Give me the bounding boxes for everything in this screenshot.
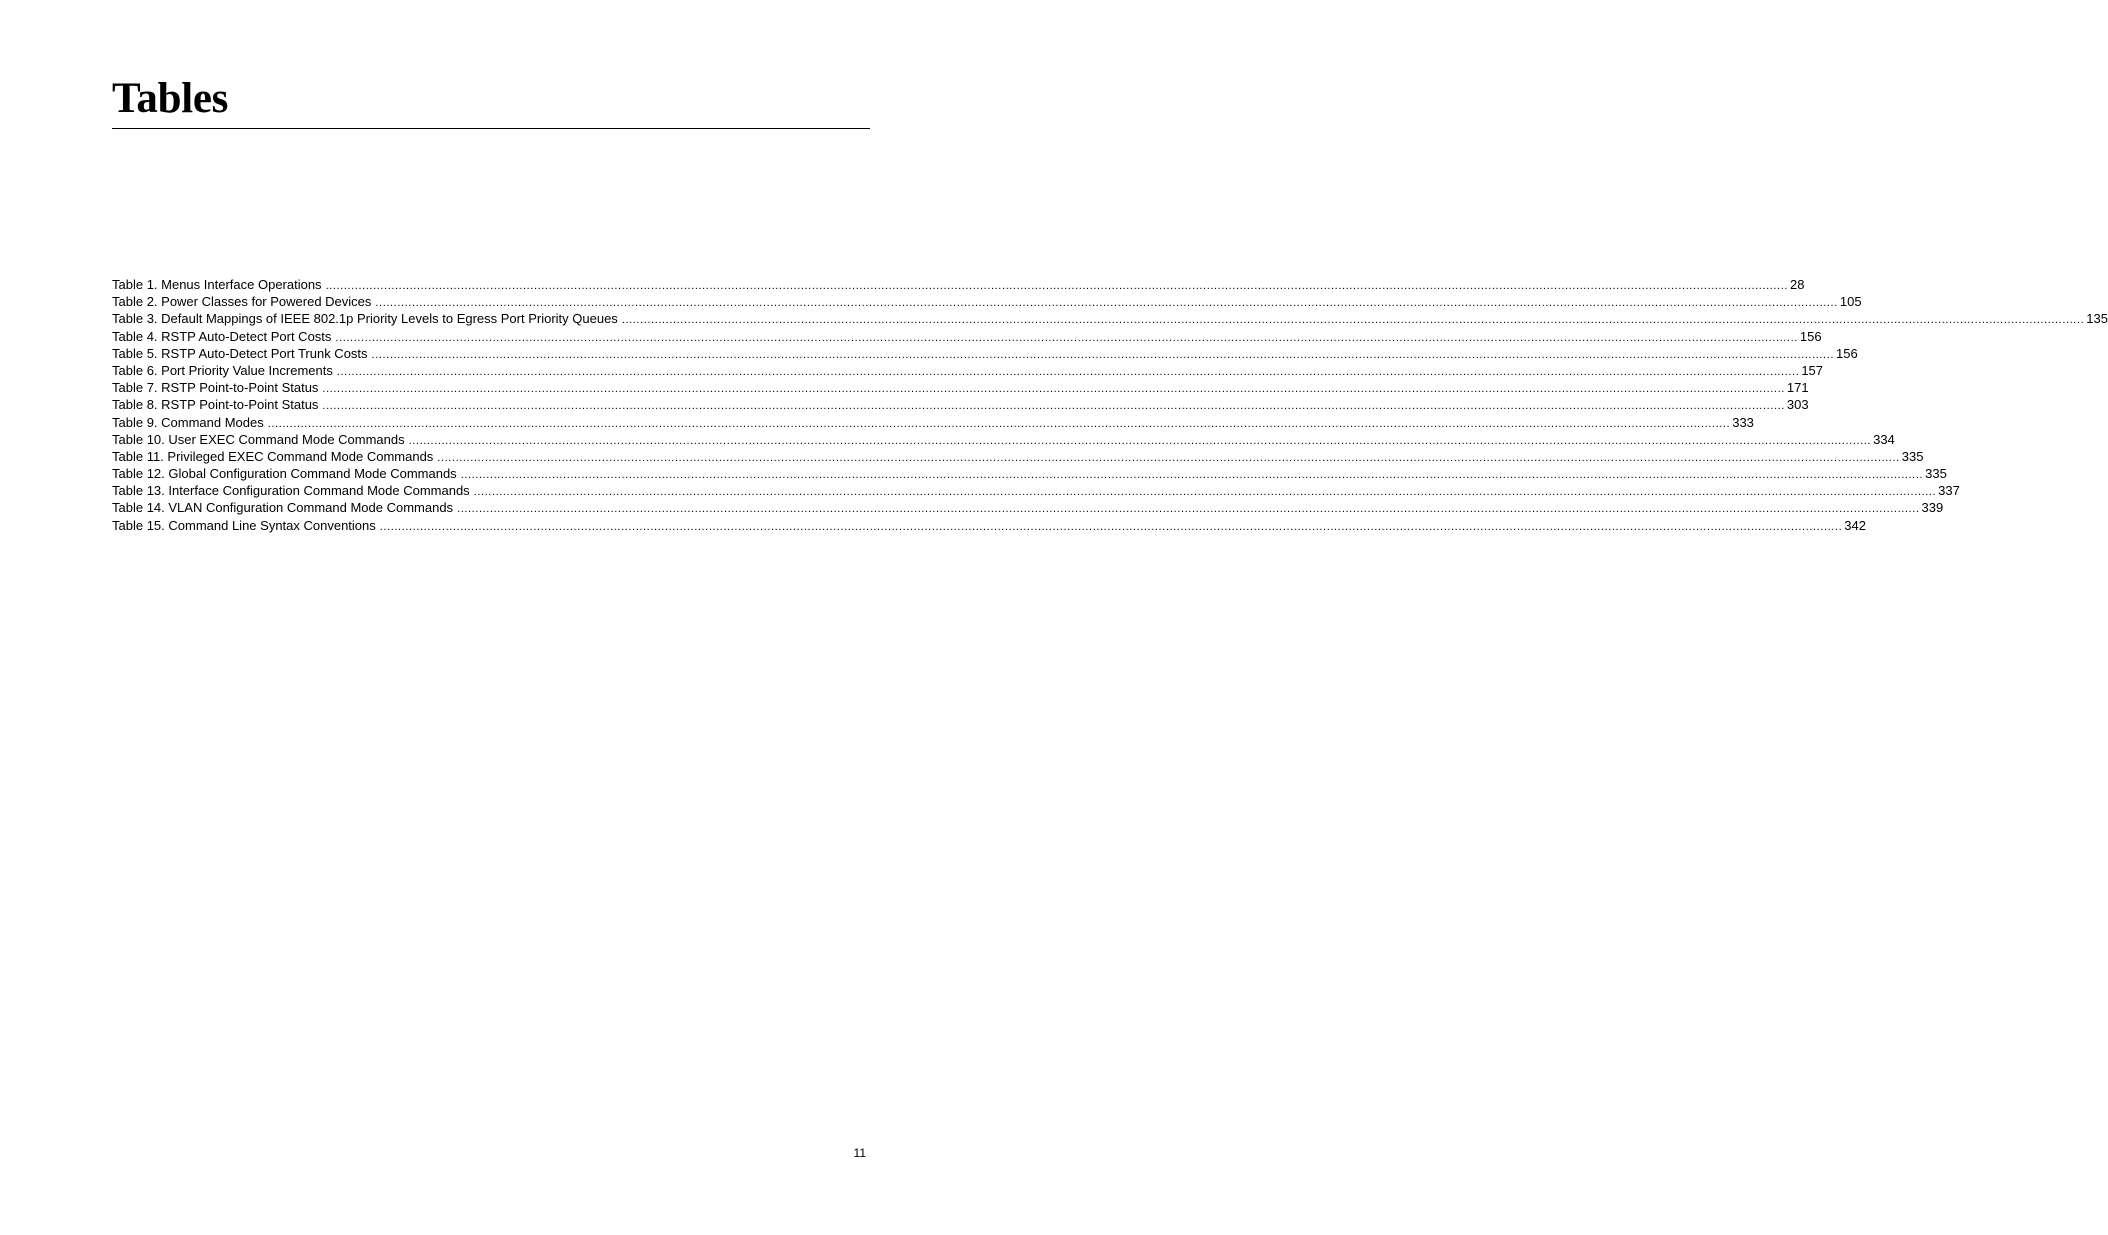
dot-leader: ................................................................................................................................................................................................................................................................................................................................................................................................................ (375, 297, 1838, 310)
dot-leader: ................................................................................................................................................................................................................................................................................................................................................................................................................ (335, 331, 1798, 344)
dot-leader: ................................................................................................................................................................................................................................................................................................................................................................................................................ (457, 503, 1920, 516)
toc-entry-label: Table 13. Interface Configuration Command Mode Commands (112, 483, 470, 499)
toc-entry[interactable] (112, 362, 1824, 379)
toc-entry[interactable] (112, 345, 1858, 362)
toc-entry-label: Table 6. Port Priority Value Increments (112, 362, 333, 378)
toc-entry[interactable] (112, 499, 1944, 516)
dot-leader: ................................................................................................................................................................................................................................................................................................................................................................................................................ (621, 314, 2085, 327)
toc-entry-page: 156 (1836, 345, 1858, 361)
toc-entry[interactable] (112, 517, 1866, 534)
toc-entry-label: Table 8. RSTP Point-to-Point Status (112, 397, 319, 413)
toc-entry-page: 335 (1901, 448, 1924, 464)
toc-entry[interactable] (112, 396, 1809, 413)
toc-entry-label: Table 4. RSTP Auto-Detect Port Costs (112, 328, 332, 344)
dot-leader: ................................................................................................................................................................................................................................................................................................................................................................................................................ (325, 280, 1789, 292)
toc-entry-label: Table 11. Privileged EXEC Command Mode Commands (112, 448, 434, 464)
dot-leader: ................................................................................................................................................................................................................................................................................................................................................................................................................ (408, 434, 1872, 447)
toc-entry[interactable] (112, 293, 1862, 310)
toc-entry-page: 156 (1799, 328, 1822, 344)
toc-entry-label: Table 12. Global Configuration Command Mode Commands (112, 466, 457, 482)
toc-entry[interactable] (112, 276, 1805, 293)
toc-entry[interactable] (112, 431, 1895, 448)
toc-entry-page: 335 (1925, 466, 1947, 482)
toc-entry-page: 337 (1938, 483, 1960, 499)
toc-entry[interactable] (112, 414, 1754, 431)
dot-leader: ................................................................................................................................................................................................................................................................................................................................................................................................................ (322, 400, 1785, 413)
dot-leader: ................................................................................................................................................................................................................................................................................................................................................................................................................ (371, 348, 1835, 361)
dot-leader: ................................................................................................................................................................................................................................................................................................................................................................................................................ (473, 486, 1937, 499)
toc-entry-label: Table 14. VLAN Configuration Command Mode Commands (112, 500, 454, 516)
toc-entry-label: Table 5. RSTP Auto-Detect Port Trunk Costs (112, 345, 368, 361)
dot-leader: ................................................................................................................................................................................................................................................................................................................................................................................................................ (437, 451, 1900, 464)
page-title: Tables (112, 75, 229, 122)
toc-entry-page: 135 (2086, 311, 2108, 327)
toc-entry-page: 333 (1732, 414, 1754, 430)
toc-entry-page: 334 (1873, 431, 1895, 447)
list-of-tables (112, 276, 2108, 534)
toc-entry[interactable] (112, 328, 1822, 345)
toc-entry[interactable] (112, 310, 2108, 327)
toc-entry[interactable] (112, 482, 1960, 499)
toc-entry[interactable] (112, 448, 1924, 465)
toc-entry-label: Table 10. User EXEC Command Mode Commands (112, 431, 405, 447)
toc-entry-page: 105 (1839, 294, 1862, 310)
dot-leader: ................................................................................................................................................................................................................................................................................................................................................................................................................ (460, 469, 1924, 482)
toc-entry-label: Table 2. Power Classes for Powered Devices (112, 294, 372, 310)
toc-entry-page: 303 (1786, 397, 1809, 413)
toc-entry[interactable] (112, 465, 1947, 482)
toc-entry[interactable] (112, 379, 1809, 396)
toc-entry-label: Table 3. Default Mappings of IEEE 802.1p Priority Levels to Egress Port Priority Queues (112, 311, 618, 327)
toc-entry-label: Table 1. Menus Interface Operations (112, 277, 322, 292)
toc-entry-page: 342 (1844, 517, 1866, 533)
dot-leader: ................................................................................................................................................................................................................................................................................................................................................................................................................ (379, 520, 1843, 533)
dot-leader: ................................................................................................................................................................................................................................................................................................................................................................................................................ (267, 417, 1731, 430)
dot-leader: ................................................................................................................................................................................................................................................................................................................................................................................................................ (322, 383, 1785, 396)
page-number: 11 (853, 1146, 866, 1160)
toc-entry-page: 339 (1921, 500, 1944, 516)
title-divider (112, 128, 870, 129)
toc-entry-page: 171 (1786, 380, 1809, 396)
toc-entry-page: 28 (1790, 277, 1805, 292)
toc-entry-label: Table 7. RSTP Point-to-Point Status (112, 380, 319, 396)
toc-entry-label: Table 9. Command Modes (112, 414, 264, 430)
toc-entry-label: Table 15. Command Line Syntax Conventions (112, 517, 376, 533)
toc-entry-page: 157 (1801, 362, 1824, 378)
dot-leader: ................................................................................................................................................................................................................................................................................................................................................................................................................ (336, 365, 1800, 378)
